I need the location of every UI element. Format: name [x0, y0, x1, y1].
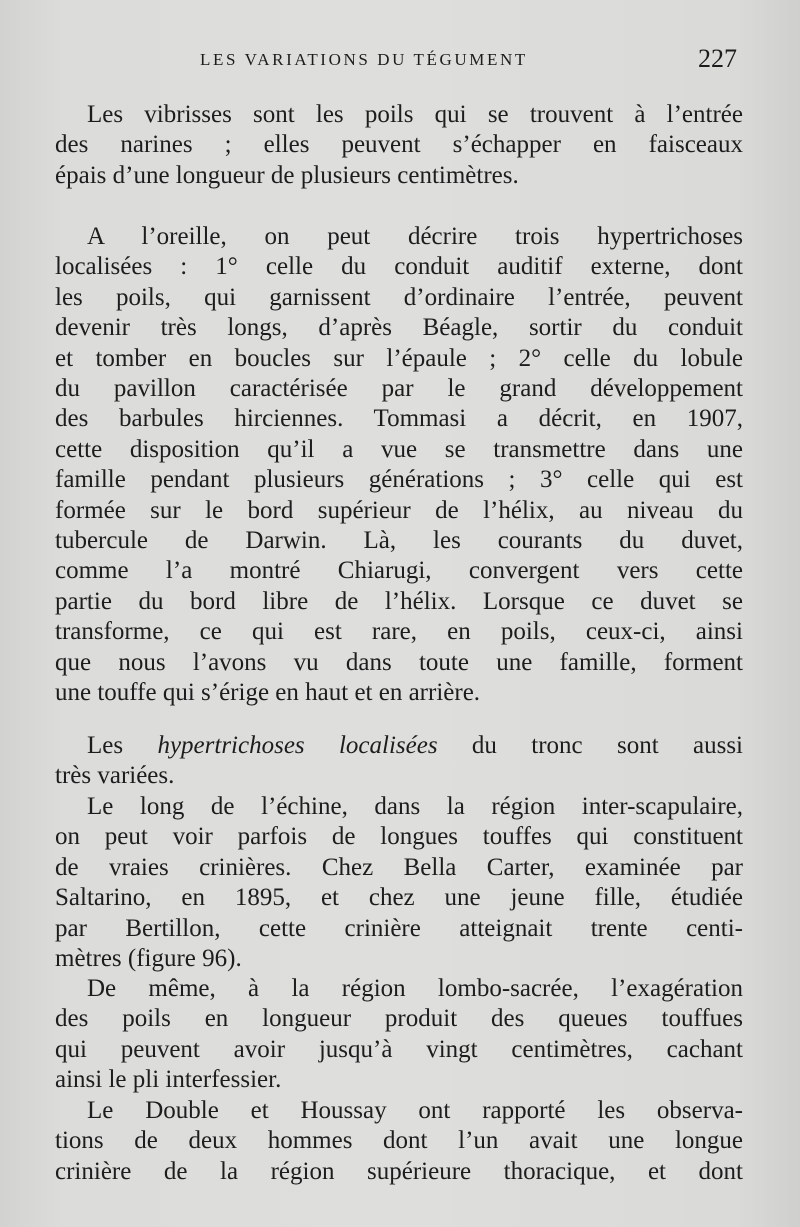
text-line: Les vibrisses sont les poils qui se trouvent à l’entrée [87, 101, 743, 128]
text-line: transforme, ce qui est rare, en poils, ceux-ci, ainsi [55, 618, 743, 646]
page-number: 227 [698, 44, 737, 73]
paragraph-lombo-sacree [55, 974, 743, 1096]
text-line: Le Double et Houssay ont rapporté les observa- [87, 1097, 743, 1124]
text-line: cette disposition qu’il a vue se transmettre dans une [55, 435, 743, 463]
text-fragment: du tronc sont aussi [471, 732, 743, 759]
text-line: de vraies crinières. Chez Bella Carter, examinée par [55, 853, 743, 881]
text-line: des barbules hirciennes. Tommasi a décrit, en 1907, [55, 405, 743, 433]
text-line: par Bertillon, cette crinière atteignait trente centi- [55, 914, 743, 942]
text-line: Le long de l’échine, dans la région inter-scapulaire, [87, 793, 743, 820]
text-line: localisées : 1° celle du conduit auditif externe, dont [55, 253, 743, 281]
text-line: très variées. [55, 762, 175, 790]
text-line: devenir très longs, d’après Béagle, sortir du conduit [55, 314, 743, 342]
text-fragment: Les [87, 732, 124, 759]
text-line: tions de deux hommes dont l’un avait une longue [55, 1127, 743, 1155]
text-line: épais d’une longueur de plusieurs centimètres. [55, 161, 519, 189]
text-line: De même, à la région lombo-sacrée, l’exagération [87, 975, 743, 1002]
paragraph-echine [55, 792, 743, 974]
text-line: famille pendant plusieurs générations ; 3° celle qui est [55, 466, 743, 494]
paragraph-le-double [55, 1096, 743, 1187]
text-line: qui peuvent avoir jusqu’à vingt centimètres, cachant [55, 1035, 743, 1063]
text-line: comme l’a montré Chiarugi, convergent vers cette [55, 557, 743, 585]
text-line: des poils en longueur produit des queues touffues [55, 1005, 743, 1033]
paragraph-vibrisses [55, 100, 743, 191]
text-line: les poils, qui garnissent d’ordinaire l’entrée, peuvent [55, 283, 743, 311]
text-line: A l’oreille, on peut décrire trois hypertrichoses [87, 223, 743, 250]
paragraph-tronc [55, 731, 743, 792]
italic-term: hypertrichoses localisées [157, 732, 438, 759]
text-line: des narines ; elles peuvent s’échapper en faisceaux [55, 131, 743, 159]
running-head [0, 46, 800, 76]
paragraph-oreille [55, 222, 743, 709]
text-line: du pavillon caractérisée par le grand développement [55, 375, 743, 403]
text-line: on peut voir parfois de longues touffes qui constituent [55, 823, 743, 851]
text-line: ainsi le pli interfessier. [55, 1066, 282, 1094]
text-line: crinière de la région supérieure thoracique, et dont [55, 1157, 743, 1185]
text-line [55, 731, 743, 761]
text-line: partie du bord libre de l’hélix. Lorsque ce duvet se [55, 587, 743, 615]
text-line: tubercule de Darwin. Là, les courants du duvet, [55, 527, 743, 555]
text-line: formée sur le bord supérieur de l’hélix, au niveau du [55, 496, 743, 524]
text-line: une touffe qui s’érige en haut et en arrière. [55, 679, 481, 707]
text-line: que nous l’avons vu dans toute une famille, forment [55, 648, 743, 676]
running-title: LES VARIATIONS DU TÉGUMENT [200, 50, 528, 69]
text-line: mètres (figure 96). [55, 945, 242, 973]
text-line: Saltarino, en 1895, et chez une jeune fille, étudiée [55, 884, 743, 912]
text-line: et tomber en boucles sur l’épaule ; 2° celle du lobule [55, 344, 743, 372]
